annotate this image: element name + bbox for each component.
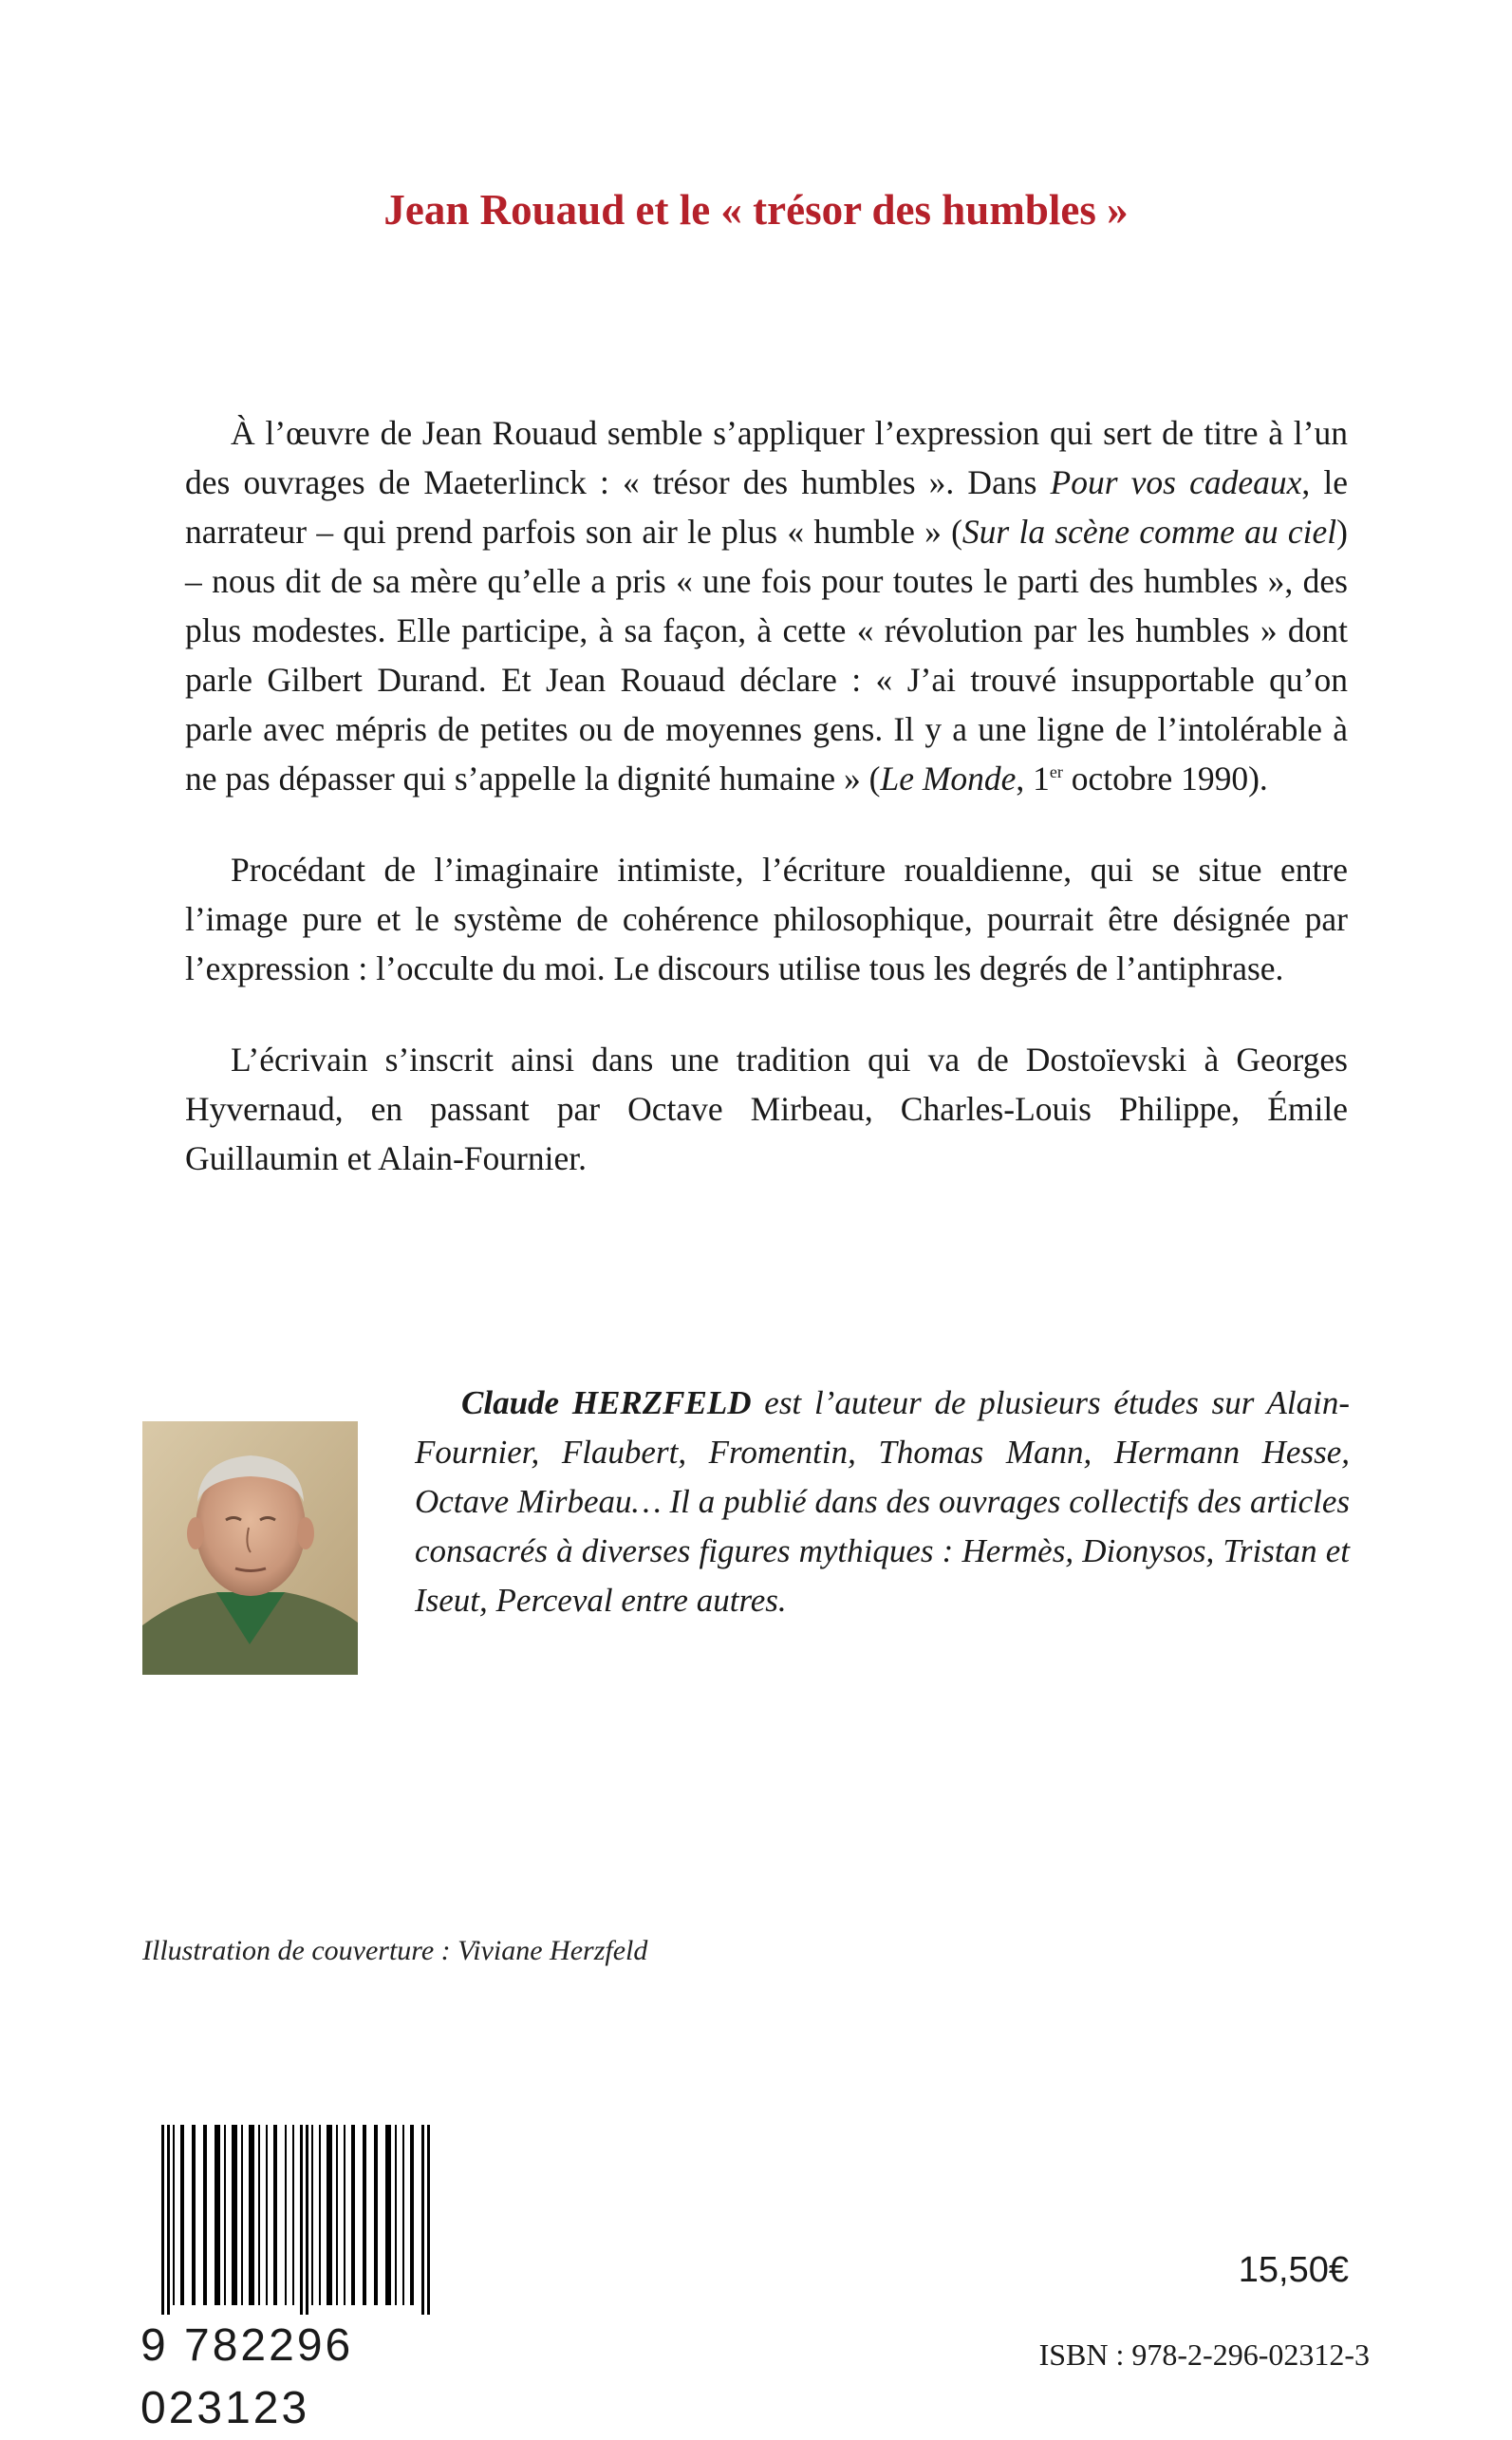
barcode-bar bbox=[410, 2125, 414, 2305]
barcode-bar bbox=[167, 2125, 170, 2315]
barcode-bar bbox=[266, 2125, 268, 2305]
barcode-bar bbox=[306, 2125, 308, 2315]
cover-illustration-credit: Illustration de couverture : Viviane Herzfeld bbox=[142, 1935, 648, 1966]
back-cover-text bbox=[185, 408, 1348, 1225]
barcode-bar bbox=[351, 2125, 355, 2305]
barcode-bar bbox=[374, 2125, 378, 2305]
paragraph-2: Procédant de l’imaginaire intimiste, l’écriture roualdienne, qui se situe entre l’image pure et le système de cohérence philosophique, pourrait être désignée par l’expression : l’occulte du moi. Le discours utilise tous les degrés de l’antiphrase. bbox=[185, 851, 1348, 987]
barcode-bar bbox=[232, 2125, 237, 2305]
isbn: ISBN : 978-2-296-02312-3 bbox=[1038, 2337, 1370, 2372]
barcode-bars bbox=[140, 2125, 516, 2315]
author-photo bbox=[142, 1421, 358, 1675]
barcode-bar bbox=[311, 2125, 313, 2305]
barcode-bar bbox=[363, 2125, 366, 2305]
barcode-bar bbox=[180, 2125, 184, 2305]
barcode-bar bbox=[319, 2125, 321, 2305]
barcode-bar bbox=[173, 2125, 175, 2305]
barcode-bar bbox=[402, 2125, 404, 2305]
barcode-bar bbox=[285, 2125, 287, 2305]
barcode-bar bbox=[395, 2125, 397, 2305]
page-title: Jean Rouaud et le « trésor des humbles » bbox=[383, 186, 1129, 234]
paragraph-3: L’écrivain s’inscrit ainsi dans une tradition qui va de Dostoïevski à Georges Hyvernaud, en passant par Octave Mirbeau, Charles-Louis Philippe, Émile Guillaumin et Alain-Fournier. bbox=[185, 1041, 1348, 1177]
barcode-bar bbox=[344, 2125, 345, 2305]
barcode-bar bbox=[249, 2125, 254, 2305]
barcode-bar bbox=[327, 2125, 332, 2305]
author-bio: Claude HERZFELD est l’auteur de plusieurs études sur Alain-Fournier, Flaubert, Fromentin, Thomas Mann, Hermann Hesse, Octave Mirbeau… Il a publié dans des ouvrages collectifs des articles consacrés à diverses figures mythiques : Hermès, Dionysos, Tristan et Iseut, Perceval entre autres. bbox=[415, 1384, 1350, 1619]
barcode-bar bbox=[161, 2125, 164, 2315]
barcode-bar bbox=[241, 2125, 243, 2305]
barcode-bar bbox=[224, 2125, 226, 2305]
barcode-digits: 9 782296 023123 bbox=[140, 2320, 354, 2433]
price: 15,50€ bbox=[1238, 2250, 1349, 2290]
author-name: Claude HERZFELD bbox=[461, 1384, 752, 1421]
paragraph-1: À l’œuvre de Jean Rouaud semble s’appliquer l’expression qui sert de titre à l’un des ouvrages de Maeterlinck : « trésor des humbles ». Dans Pour vos cadeaux, le narrateur – qui prend parfois son air le plus « humble » (Sur la scène comme au ciel) – nous dit de sa mère qu’elle a pris « une fois pour toutes le parti des humbles », des plus modestes. Elle participe, à sa façon, à cette « révolution par les humbles » dont parle Gilbert Durand. Et Jean Rouaud déclare : « J’ai trouvé insupportable qu’on parle avec mépris de petites ou de moyennes gens. Il y a une ligne de l’intolérable à ne pas dépasser qui s’appelle la dignité humaine » (Le Monde, 1er octobre 1990). bbox=[185, 414, 1348, 798]
barcode bbox=[140, 2125, 516, 2433]
barcode-bar bbox=[300, 2125, 303, 2315]
barcode-bar bbox=[215, 2125, 220, 2305]
barcode-bar bbox=[192, 2125, 196, 2305]
barcode-bar bbox=[292, 2125, 294, 2305]
barcode-bar bbox=[385, 2125, 391, 2305]
barcode-bar bbox=[258, 2125, 260, 2305]
barcode-bar bbox=[203, 2125, 207, 2305]
barcode-bar bbox=[421, 2125, 424, 2315]
barcode-bar bbox=[273, 2125, 277, 2305]
barcode-bar bbox=[427, 2125, 430, 2315]
barcode-bar bbox=[336, 2125, 338, 2305]
